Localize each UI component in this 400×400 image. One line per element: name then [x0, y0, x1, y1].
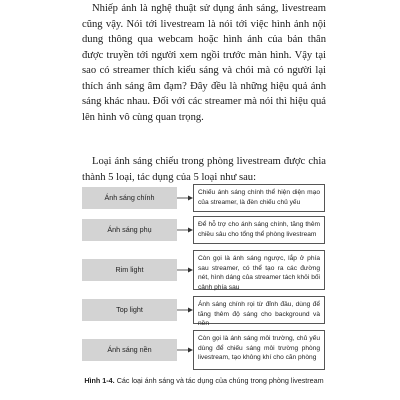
arrow-right-icon [177, 265, 193, 275]
light-type-description: Để hỗ trợ cho ánh sáng chính, tăng thêm chiều sâu cho tổng thể phòng livestream [193, 216, 325, 244]
light-type-description: Chiếu ánh sáng chính thể hiện diện mạo của streamer, là đèn chiếu chủ yếu [193, 184, 325, 212]
light-type-description: Còn gọi là ánh sáng môi trường, chủ yếu dùng để chiếu sáng môi trường phòng livestream, tạo không khí cho căn phòng [193, 330, 325, 370]
light-types-paragraph: Loại ánh sáng chiếu trong phòng livestream được chia thành 5 loại, tác dụng của 5 loại như sau: [82, 156, 326, 183]
intro-paragraph: Nhiếp ảnh là nghệ thuật sử dụng ánh sáng, livestream cũng vậy. Nói tới livestream là nói tới việc hình ảnh nội dung thông qua webcam hoặc hình ảnh của bản thân được truyền tới người xem ngồi trước màn hình. Vậy tại sao có streamer thích kiểu sáng và chói mà có người lại thích ánh sáng âm đạm? Đây đều là những hiệu quả ánh sáng khác nhau. Đối với các streamer mà nói thì hiệu quả lên hình vô cùng quan trọng. [82, 3, 326, 123]
light-type-label: Rim light [82, 259, 177, 281]
arrow-right-icon [177, 193, 193, 203]
light-type-label: Top light [82, 299, 177, 321]
light-type-description: Ánh sáng chính rọi từ đỉnh đầu, dùng để tăng thêm độ sáng cho background và nền [193, 296, 325, 324]
arrow-right-icon [177, 345, 193, 355]
figure-caption-text: Các loại ánh sáng và tác dụng của chúng trong phòng livestream [116, 376, 324, 385]
arrow-right-icon [177, 225, 193, 235]
light-type-description: Còn gọi là ánh sáng ngược, lắp ở phía sau streamer, có thể tạo ra các đường nét, hình dáng của streamer tách khỏi bối cảnh phía sau [193, 250, 325, 290]
figure-number: Hình 1-4. [84, 376, 115, 385]
light-type-label: Ánh sáng nền [82, 339, 177, 361]
figure-caption [82, 376, 326, 386]
light-type-label: Ánh sáng phụ [82, 219, 177, 241]
arrow-right-icon [177, 305, 193, 315]
light-type-label: Ánh sáng chính [82, 187, 177, 209]
